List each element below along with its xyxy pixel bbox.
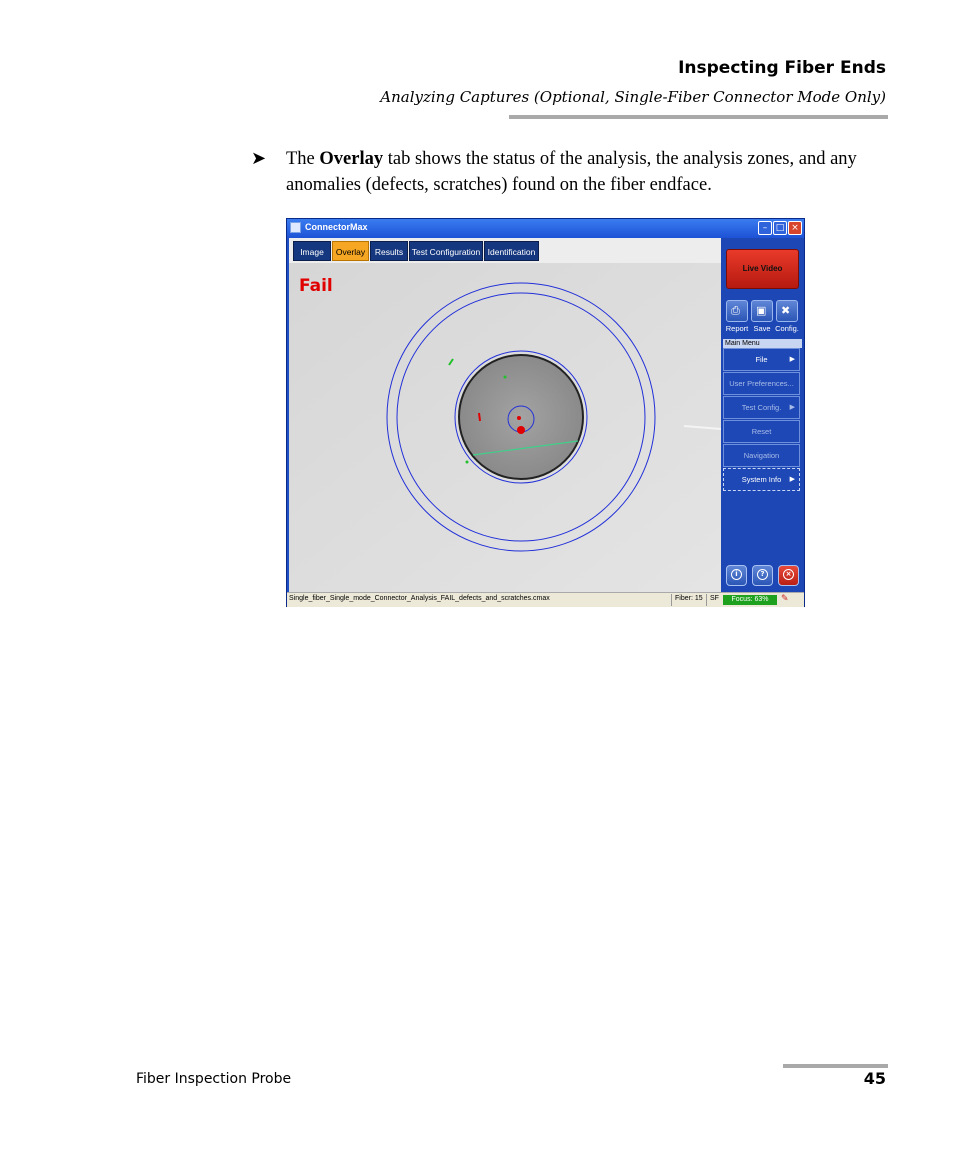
menu-item-file-label: File bbox=[755, 355, 768, 364]
wrench-icon: ✖ bbox=[781, 304, 791, 317]
side-panel bbox=[721, 238, 804, 592]
tab-overlay[interactable]: Overlay bbox=[332, 241, 369, 261]
submenu-arrow-icon: ▶ bbox=[789, 404, 795, 411]
fiber-endface-overlay bbox=[289, 263, 721, 592]
menu-item-navigation-label: Navigation bbox=[743, 451, 780, 460]
page-number: 45 bbox=[863, 1069, 886, 1088]
analysis-status-label: Fail bbox=[299, 276, 333, 296]
defect-red-1 bbox=[479, 413, 480, 421]
menu-item-file[interactable] bbox=[723, 348, 800, 371]
window-title: ConnectorMax bbox=[305, 222, 368, 232]
header-rule bbox=[509, 115, 888, 119]
probe-status-icon: ✎ bbox=[781, 594, 789, 604]
info-icon: i bbox=[731, 569, 742, 580]
tab-test-configuration[interactable]: Test Configuration bbox=[409, 241, 483, 261]
menu-item-system-info-label: System Info bbox=[741, 475, 782, 484]
config-label: Config. bbox=[775, 324, 799, 333]
status-fiber-mode: SF bbox=[710, 595, 719, 602]
config-button[interactable] bbox=[776, 300, 798, 322]
app-icon bbox=[290, 222, 301, 233]
close-button[interactable]: × bbox=[788, 221, 802, 235]
printer-icon: ⎙ bbox=[731, 304, 740, 317]
para-text-after: tab shows the status of the analysis, the analysis zones, and any anomalies (defects, scratches) found on the fiber endface. bbox=[286, 149, 857, 195]
arrow-bullet-icon: ➤ bbox=[251, 148, 267, 169]
running-header-subtitle: Analyzing Captures (Optional, Single-Fiber Connector Mode Only) bbox=[380, 88, 886, 106]
tab-results[interactable]: Results bbox=[370, 241, 408, 261]
info-button[interactable] bbox=[726, 565, 747, 586]
minimize-button[interactable]: – bbox=[758, 221, 772, 235]
overlay-image-area bbox=[289, 263, 721, 592]
status-separator bbox=[671, 594, 672, 606]
menu-item-user-preferences[interactable] bbox=[723, 372, 800, 395]
status-separator bbox=[706, 594, 707, 606]
menu-item-test-config[interactable] bbox=[723, 396, 800, 419]
menu-item-test-config-label: Test Config. bbox=[741, 403, 782, 412]
defect-green-3 bbox=[466, 461, 469, 464]
window-titlebar[interactable] bbox=[287, 219, 804, 238]
report-label: Report bbox=[725, 324, 749, 333]
menu-item-system-info[interactable] bbox=[723, 468, 800, 491]
status-focus: Focus: 63% bbox=[723, 595, 777, 605]
report-button[interactable] bbox=[726, 300, 748, 322]
main-menu-title: Main Menu bbox=[723, 339, 802, 348]
tab-identification[interactable]: Identification bbox=[484, 241, 539, 261]
connectormax-window bbox=[286, 218, 805, 607]
menu-item-reset[interactable] bbox=[723, 420, 800, 443]
menu-item-navigation[interactable] bbox=[723, 444, 800, 467]
footer-rule bbox=[783, 1064, 888, 1068]
tab-bar bbox=[289, 238, 721, 263]
menu-item-reset-label: Reset bbox=[751, 427, 772, 436]
menu-item-user-preferences-label: User Preferences... bbox=[729, 379, 794, 388]
tab-image[interactable]: Image bbox=[293, 241, 331, 261]
main-content bbox=[289, 238, 721, 592]
submenu-arrow-icon: ▶ bbox=[789, 356, 795, 363]
exit-icon: × bbox=[783, 569, 794, 580]
save-button[interactable] bbox=[751, 300, 773, 322]
status-bar bbox=[287, 592, 804, 607]
defect-red-2 bbox=[517, 416, 521, 420]
submenu-arrow-icon: ▶ bbox=[789, 476, 795, 483]
footer-manual-title: Fiber Inspection Probe bbox=[136, 1071, 292, 1087]
status-fiber: Fiber: 15 bbox=[675, 595, 703, 602]
save-label: Save bbox=[753, 324, 771, 333]
body-paragraph bbox=[286, 146, 876, 198]
para-text-bold: Overlay bbox=[319, 149, 384, 169]
live-video-button[interactable]: Live Video bbox=[726, 249, 799, 289]
running-header-title: Inspecting Fiber Ends bbox=[678, 58, 886, 78]
exit-button[interactable] bbox=[778, 565, 799, 586]
para-text-before: The bbox=[286, 149, 320, 169]
floppy-disk-icon: ▣ bbox=[756, 304, 767, 317]
help-button[interactable] bbox=[752, 565, 773, 586]
help-icon: ? bbox=[757, 569, 768, 580]
maximize-button[interactable]: □ bbox=[773, 221, 787, 235]
defect-green-2 bbox=[504, 376, 507, 379]
cladding-zone bbox=[459, 355, 583, 479]
status-filename: Single_fiber_Single_mode_Connector_Analysis_FAIL_defects_and_scratches.cmax bbox=[289, 595, 550, 602]
defect-red-3 bbox=[517, 426, 525, 434]
